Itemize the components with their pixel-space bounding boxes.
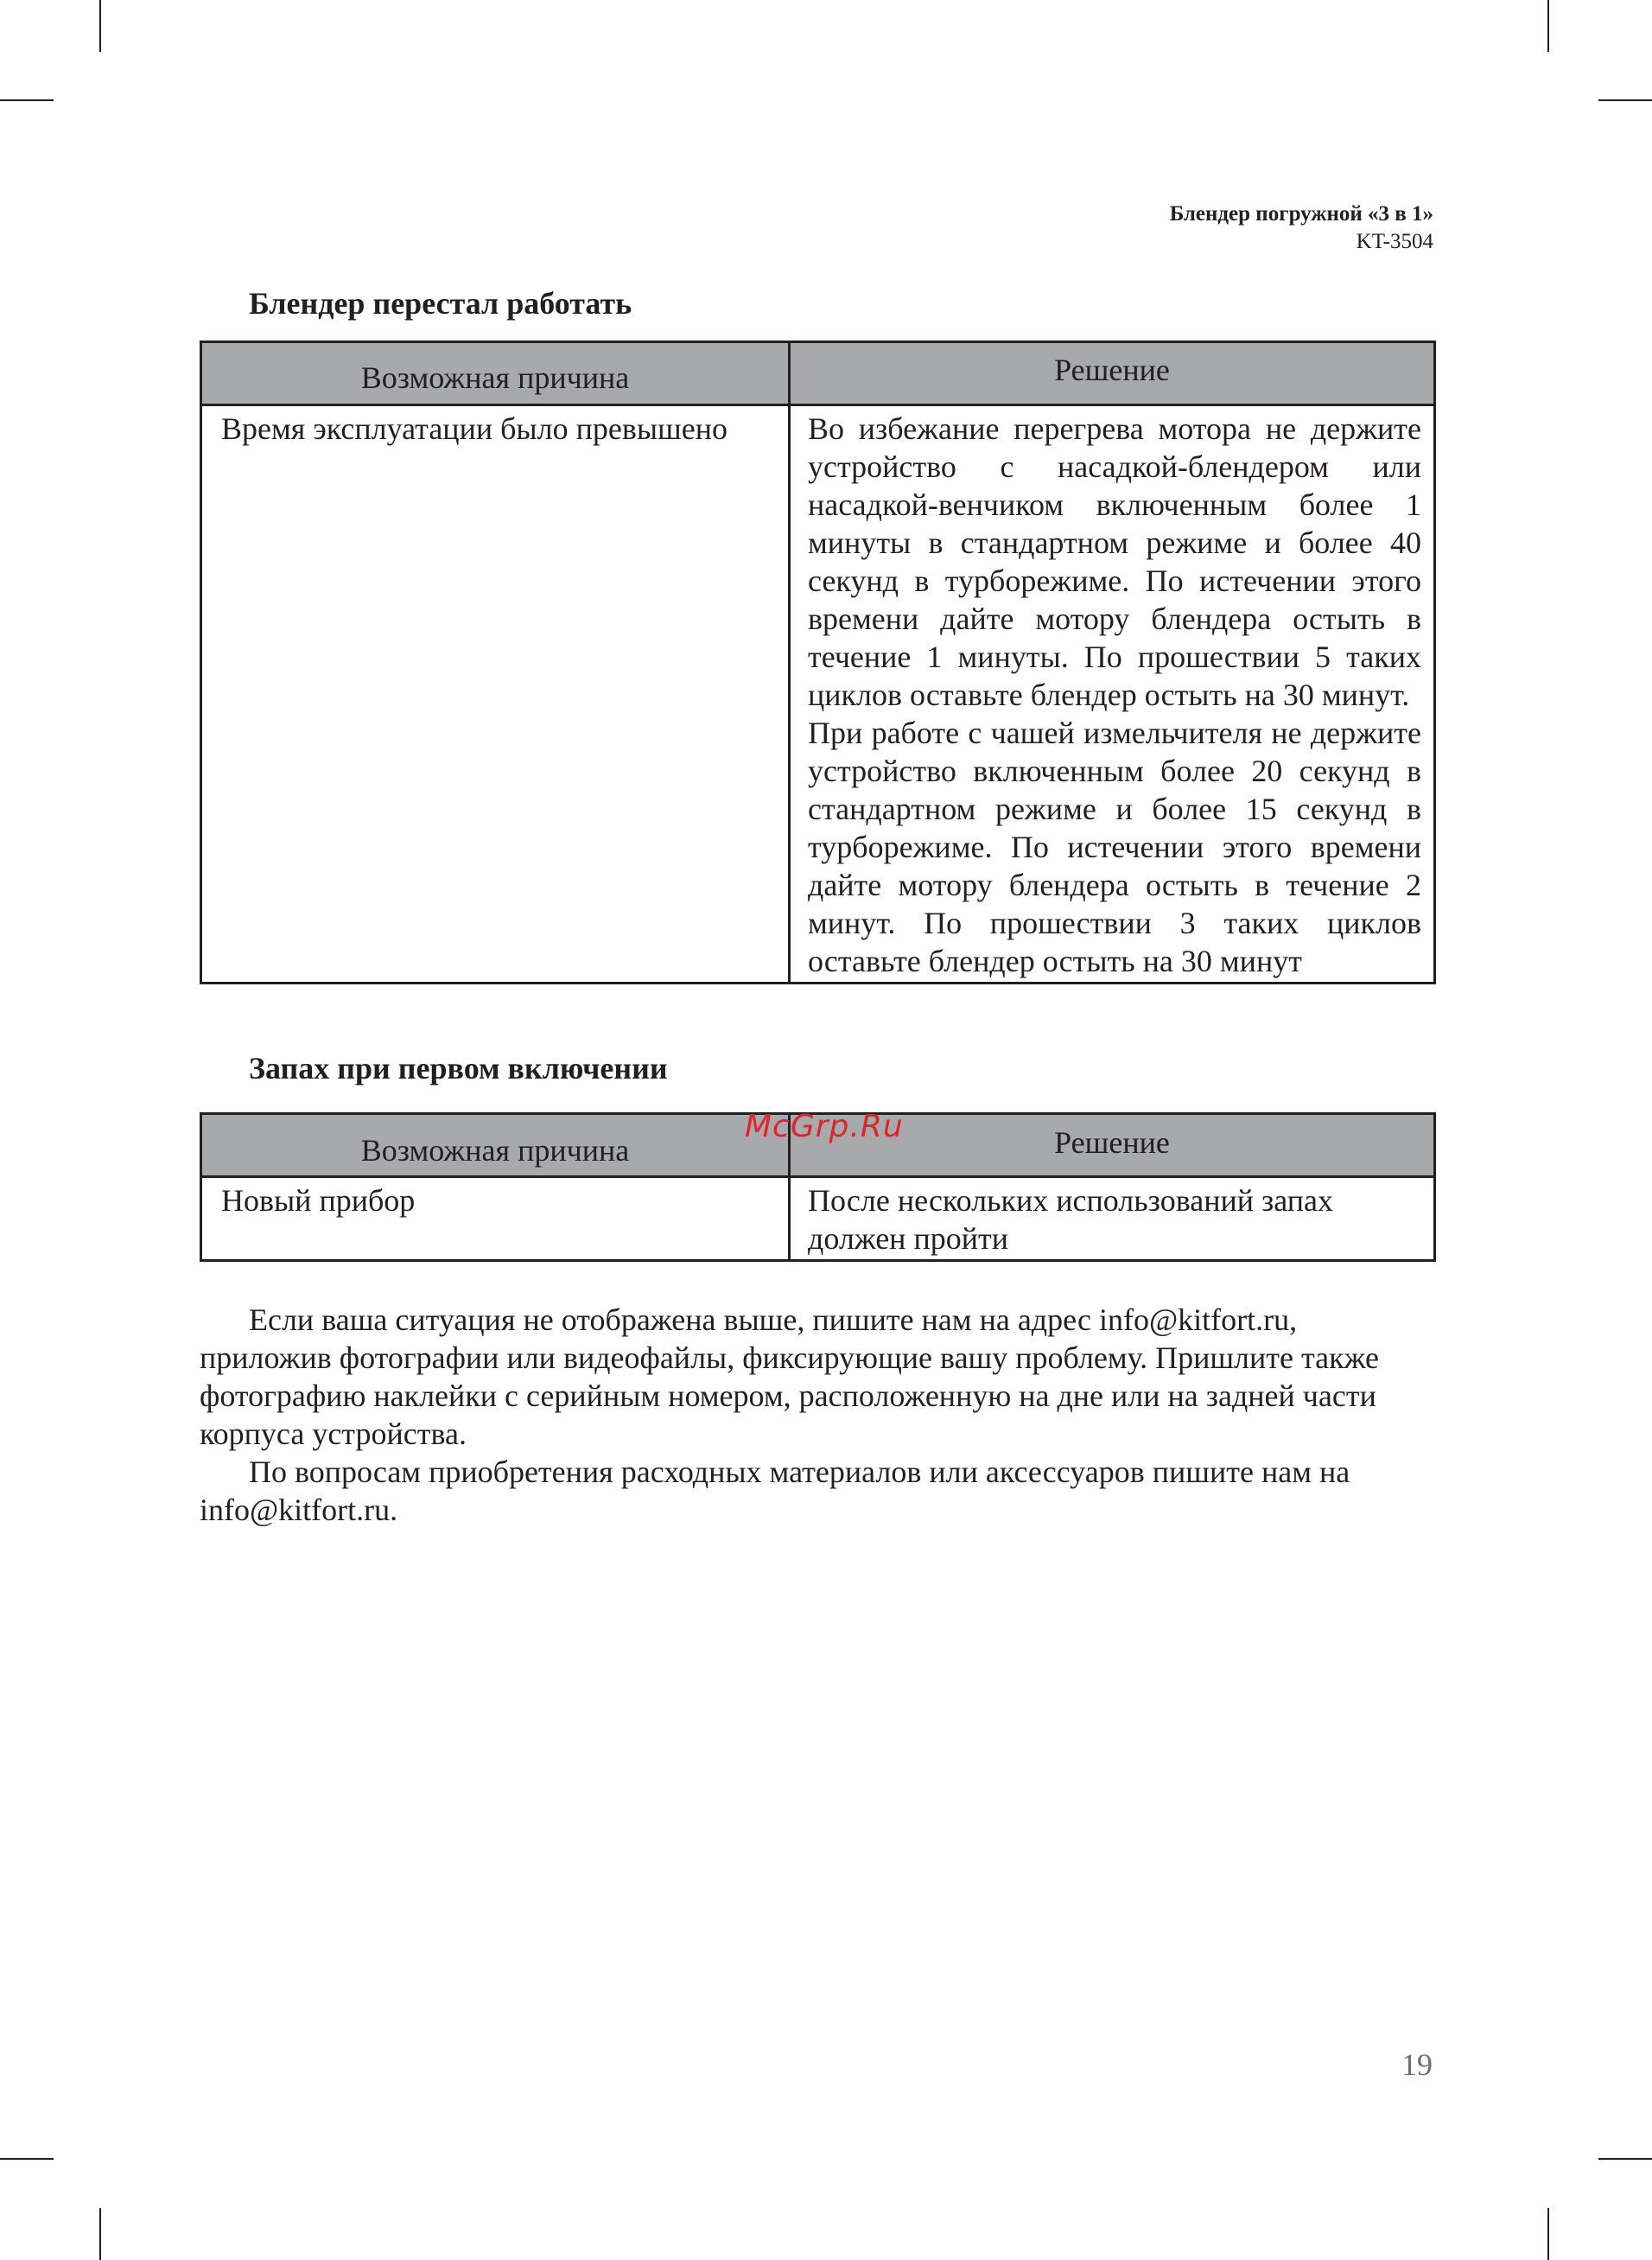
contact-paragraph-2: По вопросам приобретения расходных материалов или аксессуаров пишите нам на info@kitfort.ru. xyxy=(200,1455,1350,1527)
crop-mark-bottom-right xyxy=(1547,2208,1549,2260)
solution-cell: После нескольких использований запах должен пройти xyxy=(790,1177,1435,1261)
column-header-cause-text: Возможная причина xyxy=(360,360,630,395)
cause-cell: Время эксплуатации было превышено xyxy=(201,405,790,984)
solution-paragraph-2: При работе с чашей измельчителя не держите устройство включенным более 20 секунд в стандартном режиме и более 15 секунд в турборежиме. По истечении этого времени дайте мотору блендера остыть в течение 2 минут. По прошествии 3 таких циклов оставьте блендер остыть на 30 минут xyxy=(808,716,1421,978)
troubleshooting-table-blender-stopped xyxy=(200,341,1436,984)
contact-text xyxy=(200,1301,1433,1529)
crop-mark-top-left xyxy=(99,0,101,52)
table-row xyxy=(201,1177,1435,1261)
running-header xyxy=(1170,201,1433,256)
crop-mark-top-right-h xyxy=(1598,99,1652,101)
column-header-cause xyxy=(201,342,790,405)
page-number: 19 xyxy=(1401,2047,1433,2082)
cause-cell: Новый прибор xyxy=(201,1177,790,1261)
solution-cell xyxy=(790,405,1435,984)
table-row xyxy=(201,405,1435,984)
column-header-cause xyxy=(201,1114,790,1177)
watermark: McGrp.Ru xyxy=(745,1109,904,1144)
crop-mark-bottom-right-h xyxy=(1598,2158,1652,2160)
crop-mark-bottom-left xyxy=(99,2208,101,2260)
crop-mark-top-right xyxy=(1547,0,1549,52)
section-title-first-use-smell: Запах при первом включении xyxy=(249,1051,668,1085)
column-header-solution-text: Решение xyxy=(1054,353,1170,387)
column-header-solution xyxy=(790,342,1435,405)
header-model: KT-3504 xyxy=(1356,230,1433,253)
column-header-solution-text: Решение xyxy=(1054,1125,1170,1160)
crop-mark-bottom-left-h xyxy=(0,2158,54,2160)
table-header-row xyxy=(201,342,1435,405)
column-header-cause-text: Возможная причина xyxy=(360,1133,630,1168)
crop-mark-top-left-h xyxy=(0,99,54,101)
solution-paragraph-1: Во избежание перегрева мотора не держите устройство с насадкой-блендером или насадкой-венчиком включенным более 1 минуты в стандартном режиме и более 40 секунд в турборежиме. По истечении этого времени дайте мотору блендера остыть в течение 1 минуты. По прошествии 5 таких циклов оставьте блендер остыть на 30 минут. xyxy=(808,411,1421,712)
contact-paragraph-1: Если ваша ситуация не отображена выше, пишите нам на адрес info@kitfort.ru, приложив фотографии или видеофайлы, фиксирующие вашу проблему. Пришлите также фотографию наклейки с серийным номером, расположенную на дне или на задней части корпуса устройства. xyxy=(200,1302,1380,1451)
section-title-blender-stopped: Блендер перестал работать xyxy=(249,286,632,321)
header-product-title: Блендер погружной «3 в 1» xyxy=(1169,202,1433,226)
